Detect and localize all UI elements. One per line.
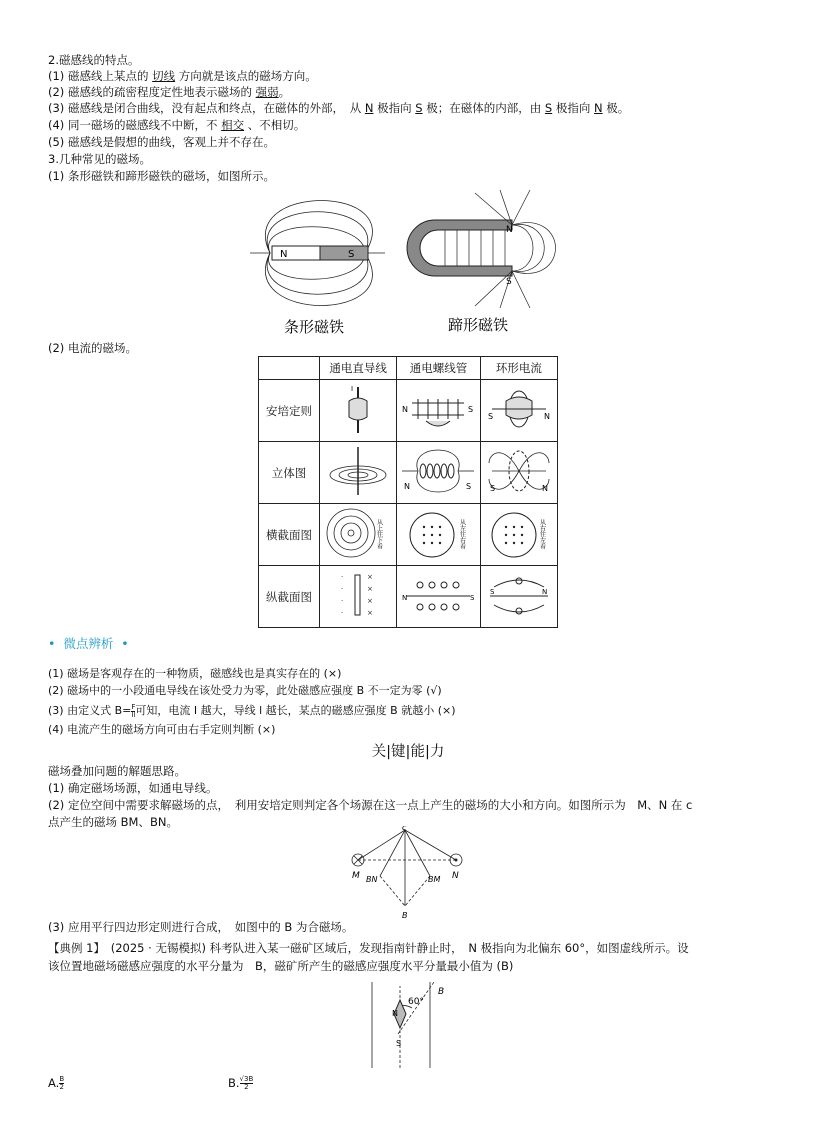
table-row [259, 504, 558, 566]
side-note-left-right: 从左往右看 [458, 519, 466, 549]
horse-caption: 蹄形磁铁 [448, 316, 509, 334]
option-a: A. $\frac{B}{2}$ [48, 1075, 65, 1091]
sec2-p4: (4) 同一磁场的磁感线不中断，不 相交 、不相切。 [48, 118, 306, 132]
example-l2: 该位置地磁场磁感应强度的水平分量为 B，磁矿所产生的磁感应强度水平分量最小值为 (B) [48, 959, 514, 973]
key-section-title: 关|键|能|力 [371, 744, 445, 760]
cell-cross-straight [320, 504, 397, 566]
fig-label-n: N [452, 871, 459, 881]
hint-item-3: (3) 由定义式 B= $\frac{F}{Il}$ 可知，电流 I 越大，导线 l 越长，某点的磁感应强度 B 就越小 (×) [48, 702, 456, 719]
svg-text:N: N [541, 484, 548, 493]
table-row [259, 442, 558, 504]
horse-label-n: N [506, 225, 513, 235]
fig-label-m: M [352, 871, 360, 881]
svg-text:S: S [489, 588, 495, 596]
cell-long-solenoid [397, 566, 480, 628]
svg-text:·: · [341, 609, 344, 617]
key-l1: 磁场叠加问题的解题思路。 [48, 764, 186, 778]
cell-3d-loop [480, 442, 557, 504]
compass-figure [360, 978, 460, 1070]
sec2-p1: (1) 磁感线上某点的 切线 方向就是该点的磁场方向。 [48, 69, 317, 83]
svg-text:S: S [487, 412, 493, 421]
fig-label-b: B [402, 911, 408, 920]
table-header-row [259, 357, 558, 380]
cell-cross-loop [480, 504, 557, 566]
bar-magnet-s [320, 246, 368, 260]
horse-label-s: S [506, 277, 512, 287]
key-l3: (2) 定位空间中需要求解磁场的点， 利用安培定则判定各个场源在这一点上产生的磁场的大小和方向。如图所示为 M、N 在 c [48, 798, 693, 812]
field-label-b: B [438, 987, 445, 997]
side-note-right-left: 从右往左看 [538, 519, 546, 549]
horse-field-lines [445, 230, 505, 266]
cell-ampere-loop [480, 380, 557, 442]
bar-caption: 条形磁铁 [284, 318, 345, 336]
svg-text:N: N [541, 588, 548, 596]
table-row [259, 380, 558, 442]
side-note-top-down: 从上往下看 [375, 519, 383, 549]
svg-text:N: N [404, 482, 411, 491]
table-header-straight: 通电直导线 [320, 357, 397, 380]
cell-long-loop [480, 566, 557, 628]
cell-3d-solenoid [397, 442, 480, 504]
sec2-p2: (2) 磁感线的疏密程度定性地表示磁场的 强弱。 [48, 85, 291, 99]
svg-text:S: S [489, 484, 495, 493]
svg-text:×: × [367, 573, 373, 581]
hint-item-4: (4) 电流产生的磁场方向可由右手定则判断 (×) [48, 723, 276, 736]
bar-label-s: S [348, 249, 355, 260]
hint-title: • 微点辨析 • [48, 636, 129, 651]
magnet-figure [250, 188, 570, 338]
key-l5: (3) 应用平行四边形定则进行合成， 如图中的 B 为合磁场。 [48, 920, 354, 934]
fig-label-bm: BM [428, 875, 441, 884]
svg-text:S: S [470, 594, 475, 602]
cell-long-straight [320, 566, 397, 628]
svg-text:S: S [466, 482, 472, 491]
svg-text:×: × [367, 585, 373, 593]
needle-label-n: N [392, 1009, 398, 1018]
cell-ampere-solenoid [397, 380, 480, 442]
sec3-title: 3.几种常见的磁场。 [48, 152, 151, 166]
hint-item-1: (1) 磁场是客观存在的一种物质，磁感线也是真实存在的 (×) [48, 667, 342, 680]
row-header-long: 纵截面图 [259, 566, 320, 628]
horseshoe-magnet [407, 190, 556, 308]
table-header-solenoid: 通电螺线管 [397, 357, 480, 380]
needle-label-s: S [396, 1039, 402, 1048]
example-l1: 【典例 1】 (2025 · 无锡模拟) 科考队进入某一磁矿区域后，发现指南针静止时， N 极指向为北偏东 60°，如图虚线所示。设 [48, 941, 689, 955]
row-header-3d: 立体图 [259, 442, 320, 504]
cell-3d-straight [320, 442, 397, 504]
superposition-figure [340, 826, 480, 922]
row-header-ampere: 安培定则 [259, 380, 320, 442]
row-header-cross: 横截面图 [259, 504, 320, 566]
hint-item-2: (2) 磁场中的一小段通电导线在该处受力为零，此处磁感应强度 B 不一定为零 (√) [48, 684, 442, 697]
option-b: B. $\frac{√3B}{2}$ [228, 1075, 254, 1091]
table-row [259, 566, 558, 628]
svg-text:·: · [341, 585, 344, 593]
table-header-loop: 环形电流 [480, 357, 557, 380]
sec2-p3: (3) 磁感线是闭合曲线，没有起点和终点，在磁体的外部， 从 N 极指向 S 极；在磁体的内部，由 S 极指向 N 极。 [48, 101, 630, 115]
svg-text:N: N [402, 405, 409, 414]
svg-text:·: · [341, 573, 344, 581]
sec3-p1: (1) 条形磁铁和蹄形磁铁的磁场，如图所示。 [48, 169, 275, 183]
fig-label-c: c [402, 826, 407, 832]
current-field-table [258, 356, 558, 628]
angle-label: 60° [408, 997, 424, 1007]
cell-ampere-straight [320, 380, 397, 442]
svg-text:S: S [468, 405, 474, 414]
fig-label-bn: BN [366, 875, 378, 884]
svg-text:×: × [367, 609, 373, 617]
svg-text:N: N [543, 412, 550, 421]
key-l4: 点产生的磁场 BM、BN。 [48, 815, 178, 829]
sec3-p2: (2) 电流的磁场。 [48, 341, 137, 355]
svg-text:I: I [351, 385, 354, 393]
sec2-p5: (5) 磁感线是假想的曲线，客观上并不存在。 [48, 135, 275, 149]
table-header-blank [259, 357, 320, 380]
cell-cross-solenoid [397, 504, 480, 566]
svg-text:N: N [402, 594, 408, 602]
bar-label-n: N [280, 249, 288, 260]
sec2-title: 2.磁感线的特点。 [48, 53, 140, 67]
key-l2: (1) 确定磁场场源，如通电导线。 [48, 781, 218, 795]
svg-text:×: × [367, 597, 373, 605]
svg-text:·: · [341, 597, 344, 605]
